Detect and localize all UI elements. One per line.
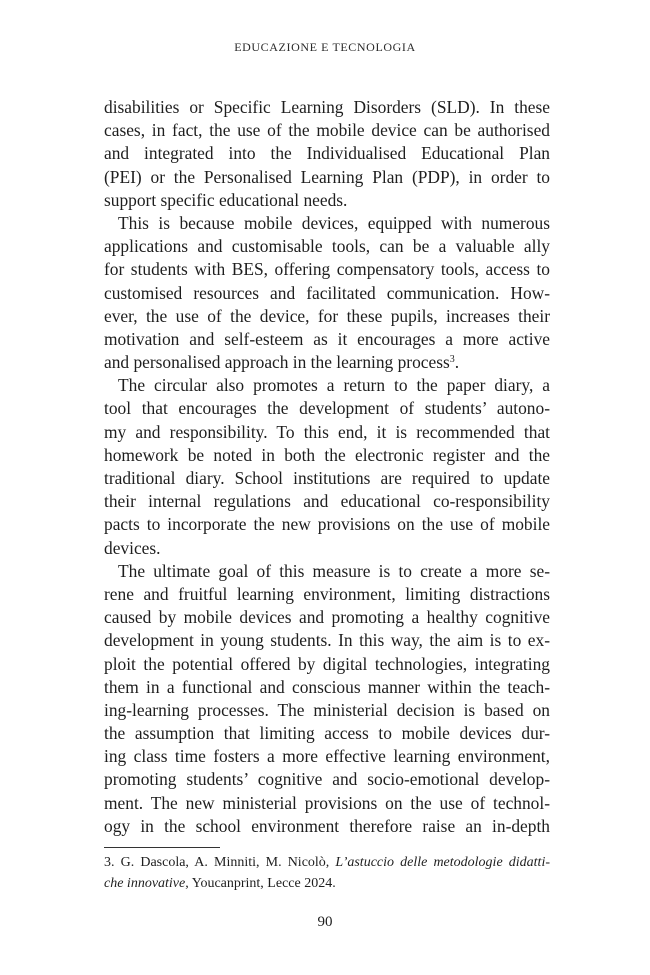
sentence-period: .	[454, 352, 460, 373]
text-line: pacts to incorporate the new provisions on the use of mobile	[104, 514, 550, 535]
text-line: my and responsibility. To this end, it is recommended that	[104, 421, 550, 442]
text-line: caused by mobile devices and promoting a healthy cognitive	[104, 607, 550, 628]
text-line: their internal regulations and educational co-responsibility	[104, 491, 550, 512]
text-line: ploit the potential offered by digital technologies, integrating	[104, 653, 550, 674]
text-line: tool that encourages the development of students’ autono-	[104, 398, 550, 419]
text-line: ment. The new ministerial provisions on the use of technol-	[104, 792, 550, 813]
text-line: customised resources and facilitated communication. How-	[104, 282, 550, 303]
text-line: rene and fruitful learning environment, limiting distractions	[104, 583, 550, 604]
footnote-authors: 3. G. Dascola, A. Minniti, M. Nicolò,	[104, 855, 336, 870]
body-text	[104, 96, 550, 838]
text-line: homework be noted in both the electronic register and the	[104, 444, 550, 465]
text-line: ing-learning processes. The ministerial decision is based on	[104, 699, 550, 720]
text-line: promoting students’ cognitive and socio-emotional develop-	[104, 769, 550, 790]
text-line: them in a functional and conscious manner within the teach-	[104, 676, 550, 697]
text-line: devices.	[104, 537, 161, 558]
text-line: applications and customisable tools, can be a valuable ally	[104, 236, 550, 257]
text-line: (PEI) or the Personalised Learning Plan (PDP), in order to	[104, 166, 550, 187]
footnote-title-cont: che innovative	[104, 875, 186, 891]
text-line: This is because mobile devices, equipped with numerous	[118, 212, 550, 233]
footnote-separator	[104, 847, 220, 848]
text-line: The ultimate goal of this measure is to create a more se-	[118, 560, 550, 581]
text-line: disabilities or Specific Learning Disorders (SLD). In these	[104, 97, 550, 117]
footnote-title: L’astuccio delle metodologie didatti-	[335, 855, 550, 870]
text-line: traditional diary. School institutions are required to update	[104, 468, 550, 488]
text-line: the assumption that limiting access to mobile devices dur-	[104, 723, 550, 744]
footnote-line	[104, 874, 550, 895]
text-line: motivation and self-esteem as it encourages a more active	[104, 328, 550, 349]
text-line: ever, the use of the device, for these pupils, increases their	[104, 305, 550, 326]
text-line: cases, in fact, the use of the mobile device can be authorised	[104, 120, 550, 141]
text-segment: and personalised approach in the learning process	[104, 352, 450, 373]
footnote	[104, 853, 550, 894]
text-line: ing class time fosters a more effective learning environment,	[104, 746, 550, 767]
page-number: 90	[317, 914, 333, 930]
footnote-reference[interactable]: 3	[449, 354, 455, 366]
text-line: for students with BES, offering compensatory tools, access to	[104, 259, 550, 280]
text-line: support specific educational needs.	[104, 189, 348, 210]
footnote-line	[104, 853, 550, 874]
text-line: The circular also promotes a return to the paper diary, a	[118, 375, 550, 396]
text-line: development in young students. In this way, the aim is to ex-	[104, 630, 550, 651]
text-line: ogy in the school environment therefore raise an in-depth	[104, 815, 550, 836]
running-head: EDUCAZIONE E TECNOLOGIA	[234, 40, 416, 54]
footnote-publisher: , Youcanprint, Lecce 2024.	[185, 875, 336, 891]
text-line-with-footnote-ref	[104, 351, 550, 374]
text-line: and integrated into the Individualised Educational Plan	[104, 143, 550, 164]
